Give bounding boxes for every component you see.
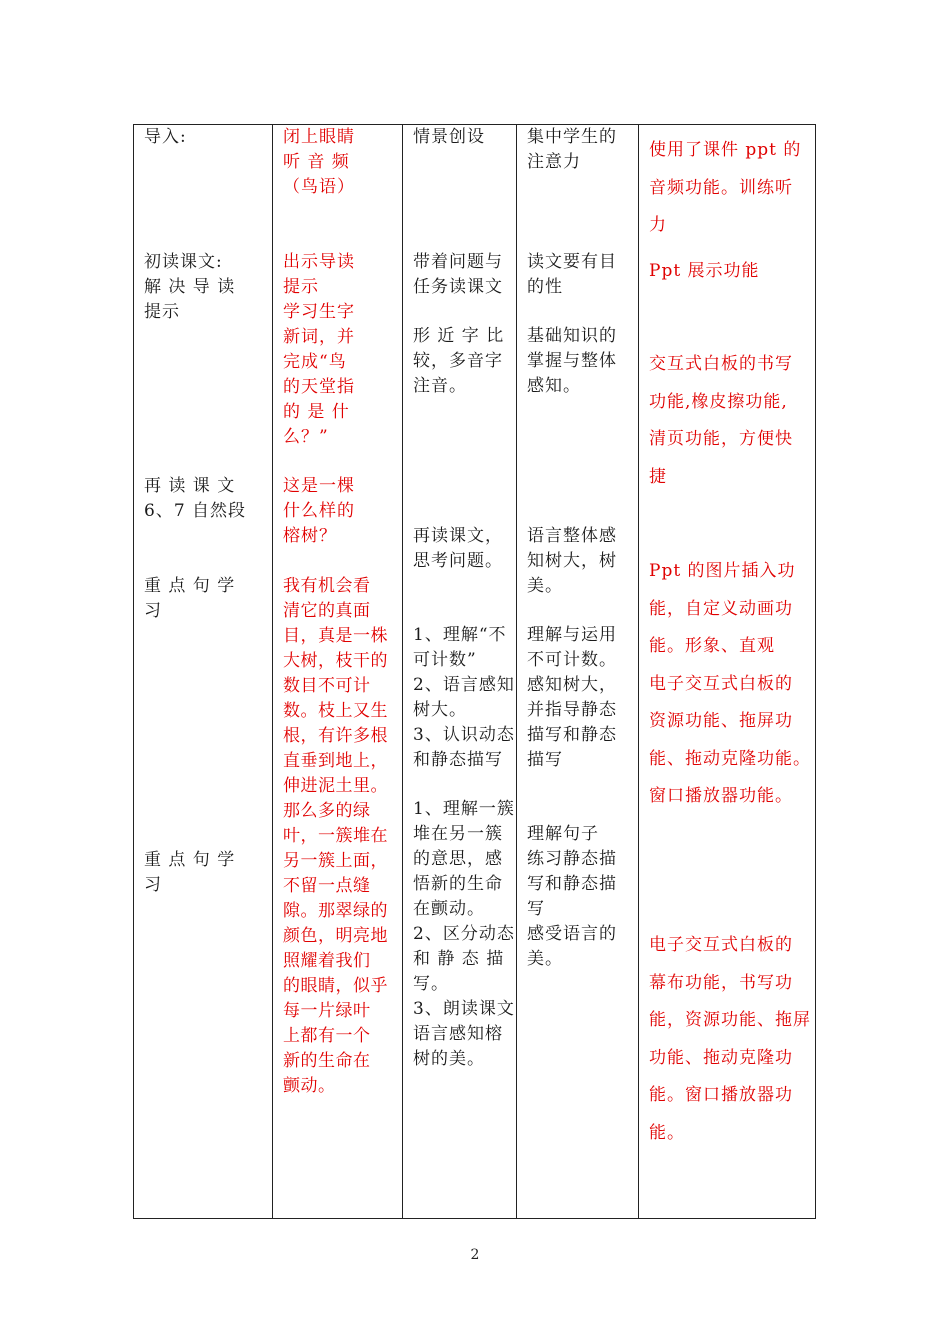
purpose-cell: 集中学生的 注意力	[527, 127, 617, 172]
activity-cell: 1、理解一簇 堆在另一簇 的意思，感 悟新的生命 在颤动。 2、区分动态 和 静 态 描 写。 3、朗读课文 语言感知榕 树的美。	[413, 799, 515, 1069]
tech-cell: Ppt 展示功能	[649, 261, 760, 281]
activity-cell: 带着问题与 任务读课文	[413, 252, 503, 297]
stage-cell: 初读课文: 解 决 导 读 提示	[144, 252, 236, 322]
tech-cell: 使用了课件 ppt 的 音频功能。训练听 力	[649, 140, 802, 235]
column-divider	[402, 124, 403, 1219]
purpose-cell: 读文要有目 的性	[527, 252, 617, 297]
purpose-cell: 基础知识的 掌握与整体 感知。	[527, 326, 617, 396]
activity-cell: 情景创设	[413, 127, 485, 147]
column-divider	[272, 124, 273, 1219]
tech-cell: 交互式白板的书写 功能,橡皮擦功能, 清页功能，方便快 捷	[649, 354, 793, 487]
content-cell: 出示导读 提示 学习生字 新词，并 完成“鸟 的天堂指 的 是 什 么？”	[283, 252, 355, 447]
stage-cell: 重 点 句 学 习	[144, 850, 236, 895]
page-number: 2	[470, 1247, 480, 1263]
tech-cell: Ppt 的图片插入功 能，自定义动画功 能。形象、直观 电子交互式白板的 资源功能、拖屏功 能、拖动克隆功能。 窗口播放器功能。	[649, 561, 811, 806]
content-cell: 我有机会看 清它的真面 目，真是一株 大树，枝干的 数目不可计 数。枝上又生 根，有许多根 直垂到地上， 伸进泥土里。 那么多的绿 叶，一簇堆在 另一簇上面， 不留一点缝 隙。那翠绿的 颜色，明亮地 照耀着我们 的眼睛，似乎 每一片绿叶 上都有一个 新的生命在 颤动。	[283, 576, 388, 1096]
purpose-cell: 理解句子 练习静态描 写和静态描 写 感受语言的 美。	[527, 824, 617, 969]
column-divider	[516, 124, 517, 1219]
stage-cell: 导入:	[144, 127, 187, 147]
tech-cell: 电子交互式白板的 幕布功能，书写功 能，资源功能、拖屏 功能、拖动克隆功 能。窗口播放器功 能。	[649, 935, 811, 1143]
content-cell: 这是一棵 什么样的 榕树？	[283, 476, 355, 546]
column-divider	[638, 124, 639, 1219]
stage-cell: 再 读 课 文 6、7 自然段	[144, 476, 247, 521]
activity-cell: 再读课文， 思考问题。	[413, 526, 503, 571]
content-cell: 闭上眼睛 听 音 频 （鸟语）	[283, 127, 355, 197]
purpose-cell: 语言整体感 知树大，树 美。	[527, 526, 617, 596]
stage-cell: 重 点 句 学 习	[144, 576, 236, 621]
purpose-cell: 理解与运用 不可计数。 感知树大， 并指导静态 描写和静态 描写	[527, 625, 617, 770]
activity-cell: 形 近 字 比 较，多音字 注音。	[413, 326, 505, 396]
activity-cell: 1、理解“不 可计数” 2、语言感知 树大。 3、认识动态 和静态描写	[413, 625, 515, 770]
